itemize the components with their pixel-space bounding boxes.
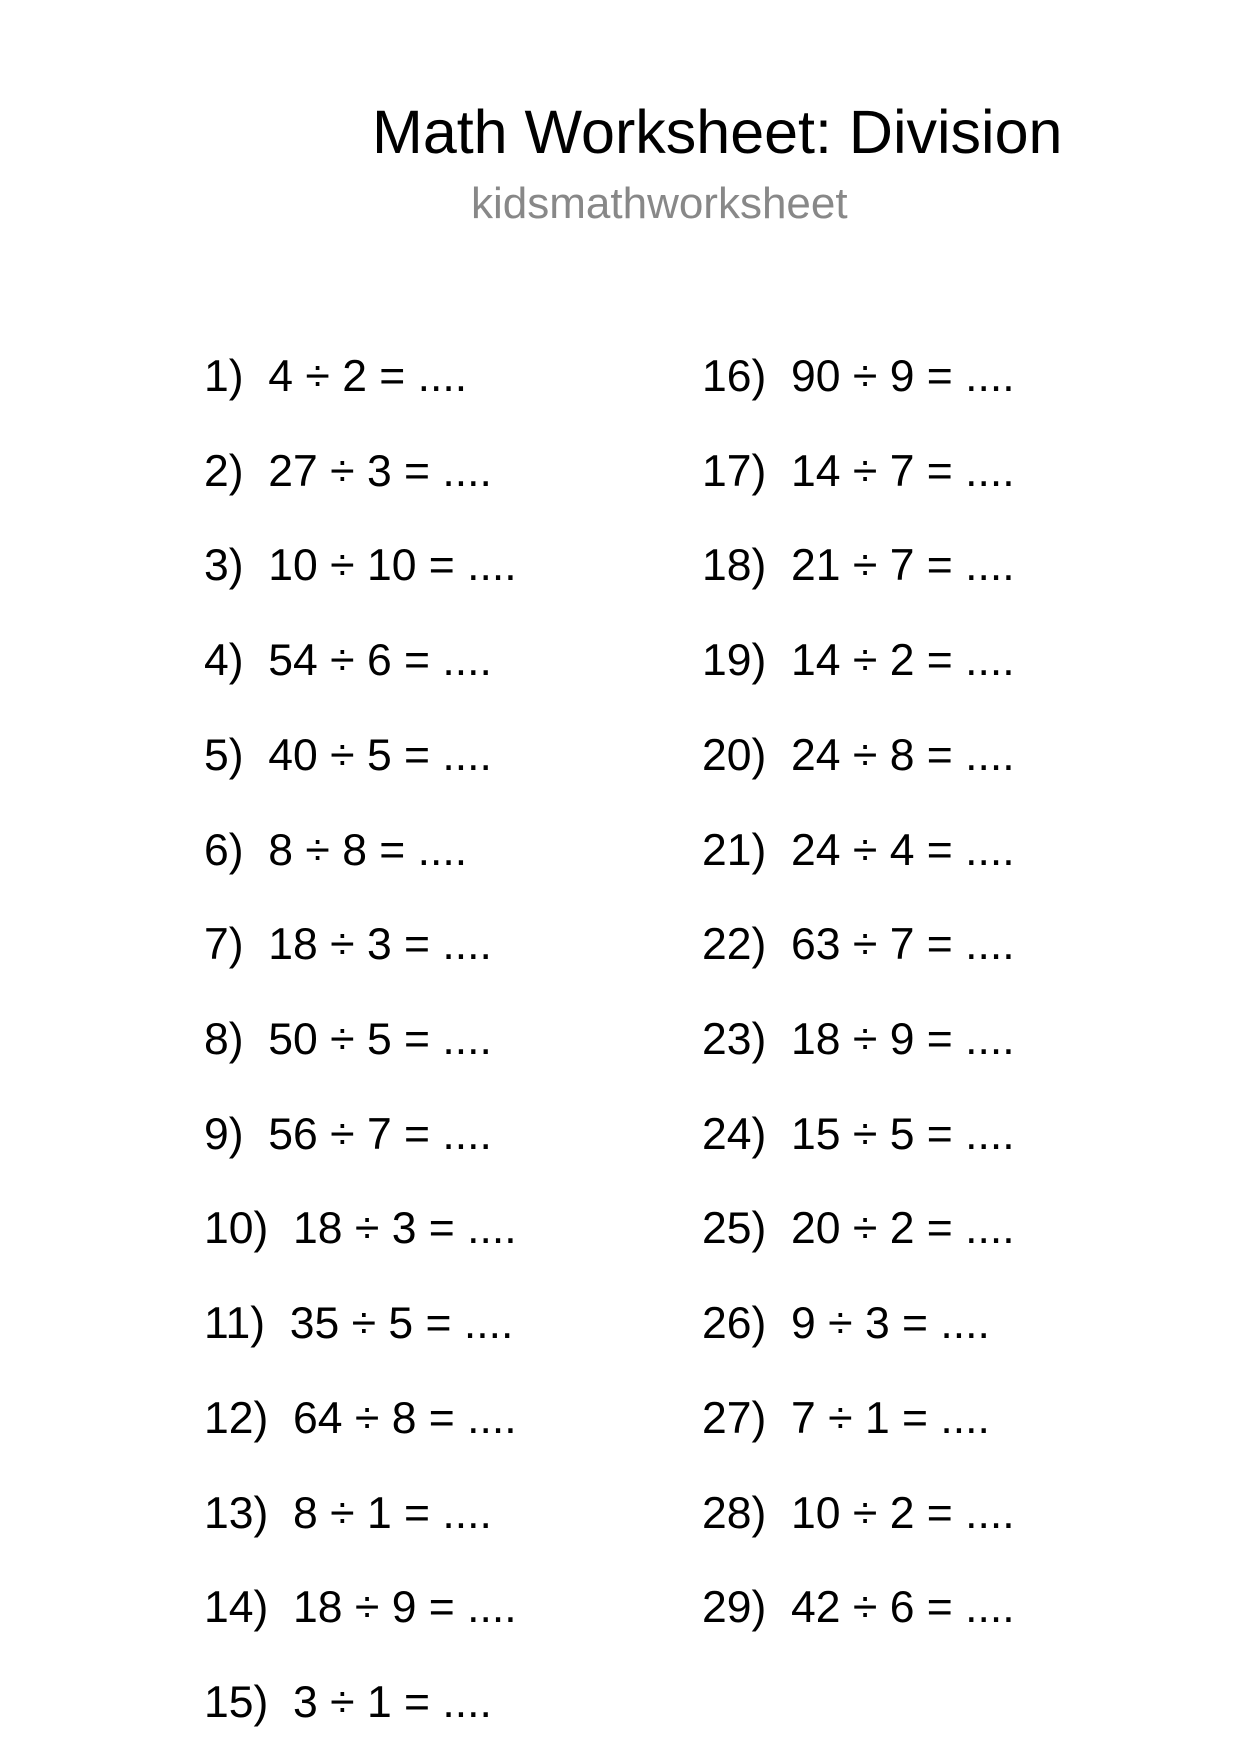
problem-item: 22) 63 ÷ 7 = .... [702, 920, 1015, 969]
problem-item: 5) 40 ÷ 5 = .... [204, 731, 492, 780]
problem-item: 28) 10 ÷ 2 = .... [702, 1489, 1015, 1538]
problem-item: 26) 9 ÷ 3 = .... [702, 1299, 990, 1348]
page-title: Math Worksheet: Division [372, 98, 1063, 166]
problem-item: 14) 18 ÷ 9 = .... [204, 1583, 517, 1632]
problem-item: 15) 3 ÷ 1 = .... [204, 1678, 492, 1727]
problem-item: 9) 56 ÷ 7 = .... [204, 1110, 492, 1159]
problem-item: 3) 10 ÷ 10 = .... [204, 541, 517, 590]
problem-item: 4) 54 ÷ 6 = .... [204, 636, 492, 685]
problem-item: 25) 20 ÷ 2 = .... [702, 1204, 1015, 1253]
problem-item: 6) 8 ÷ 8 = .... [204, 826, 468, 875]
problem-item: 19) 14 ÷ 2 = .... [702, 636, 1015, 685]
problem-item: 16) 90 ÷ 9 = .... [702, 352, 1015, 401]
problem-item: 13) 8 ÷ 1 = .... [204, 1489, 492, 1538]
problem-item: 2) 27 ÷ 3 = .... [204, 447, 492, 496]
problem-item: 10) 18 ÷ 3 = .... [204, 1204, 517, 1253]
problem-item: 21) 24 ÷ 4 = .... [702, 826, 1015, 875]
problem-item: 23) 18 ÷ 9 = .... [702, 1015, 1015, 1064]
problem-item: 12) 64 ÷ 8 = .... [204, 1394, 517, 1443]
problem-item: 18) 21 ÷ 7 = .... [702, 541, 1015, 590]
problem-item: 24) 15 ÷ 5 = .... [702, 1110, 1015, 1159]
problem-item: 17) 14 ÷ 7 = .... [702, 447, 1015, 496]
problem-item: 1) 4 ÷ 2 = .... [204, 352, 468, 401]
problem-item: 29) 42 ÷ 6 = .... [702, 1583, 1015, 1632]
site-subtitle: kidsmathworksheet [471, 179, 848, 228]
problem-item: 7) 18 ÷ 3 = .... [204, 920, 492, 969]
problem-item: 27) 7 ÷ 1 = .... [702, 1394, 990, 1443]
problem-item: 20) 24 ÷ 8 = .... [702, 731, 1015, 780]
problem-item: 11) 35 ÷ 5 = .... [204, 1299, 514, 1348]
problem-item: 8) 50 ÷ 5 = .... [204, 1015, 492, 1064]
